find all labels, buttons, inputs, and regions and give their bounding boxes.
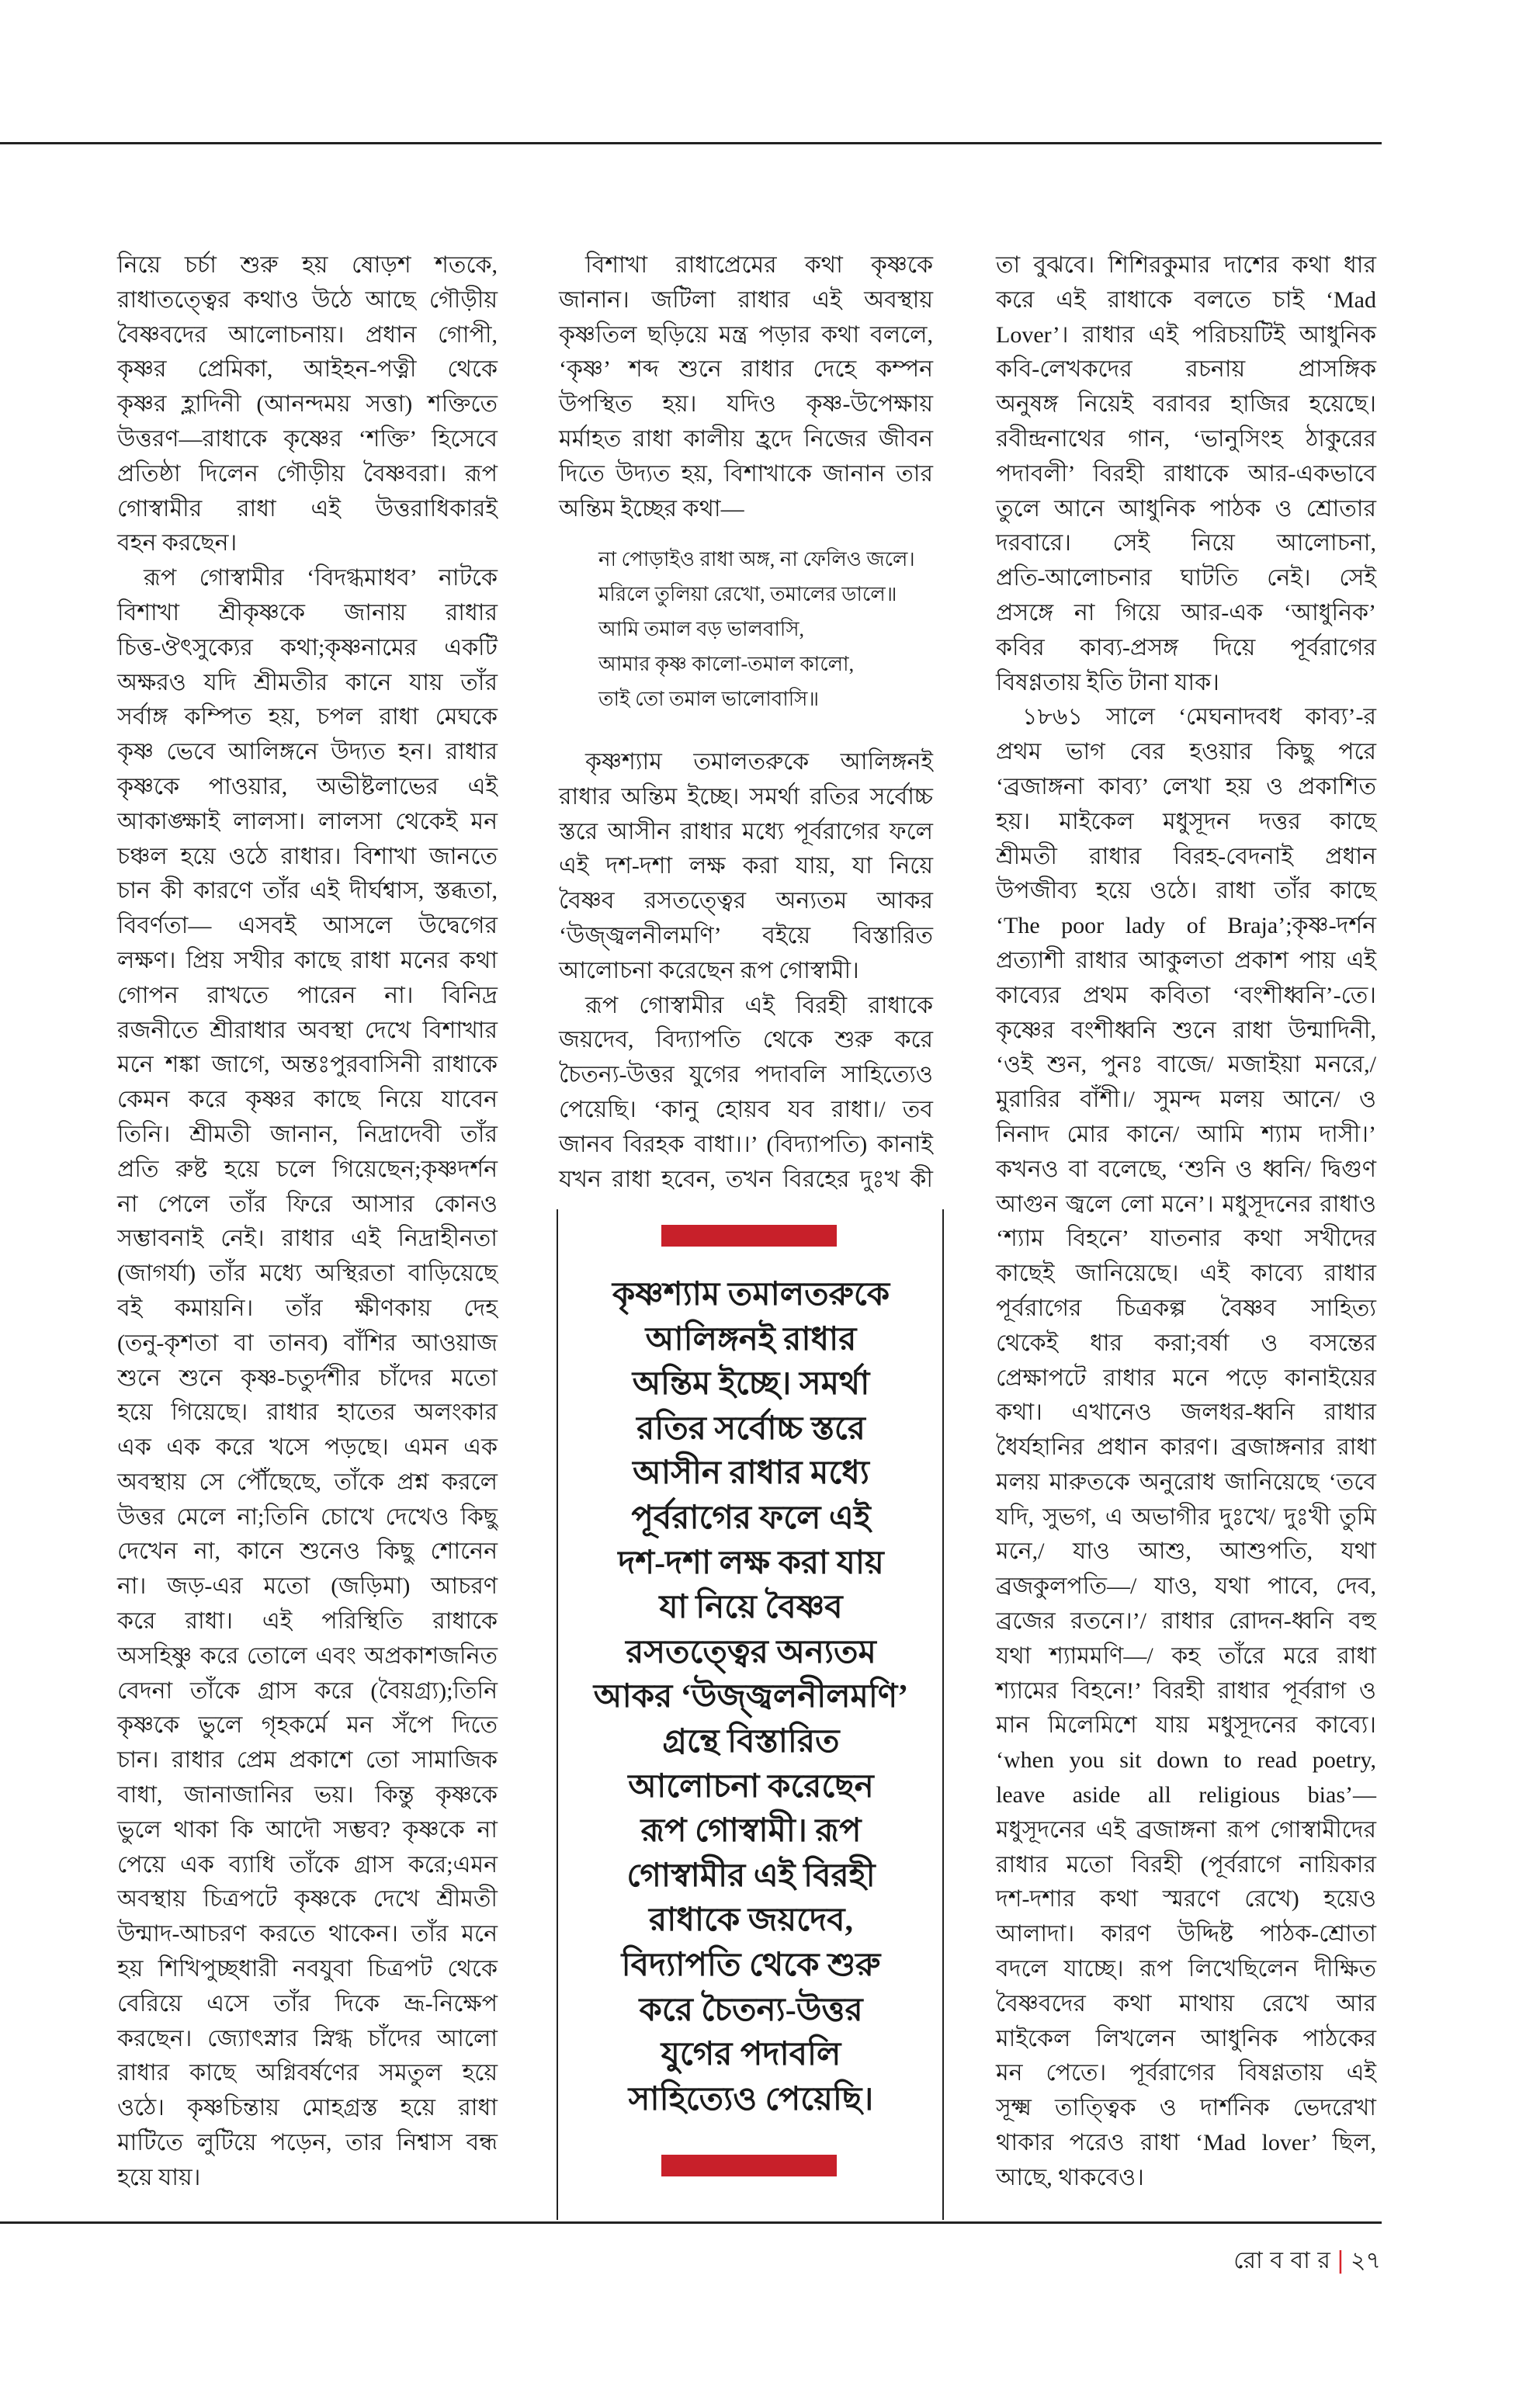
text-line: ওঠে। কৃষ্ণচিন্তায় মোহগ্রস্ত হয়ে রাধা: [117, 2095, 498, 2121]
pull-quote-line: যা নিয়ে বৈষ্ণব: [659, 1590, 843, 1626]
text-line: ‘The poor lady of Braja’;কৃষ্ণ-দর্শন: [996, 913, 1376, 939]
text-line: জানব বিরহক বাধা।।’ (বিদ্যাপতি) কানাই: [559, 1131, 933, 1157]
text-line: মনে শঙ্কা জাগে, অন্তঃপুরবাসিনী রাধাকে: [117, 1052, 498, 1078]
pull-quote-line: আলিঙ্গনই রাধার: [645, 1321, 857, 1358]
text-line: বেরিয়ে এসে তাঁর দিকে ভ্রূ-নিক্ষেপ: [117, 1990, 498, 2017]
text-line: রূপ গোস্বামীর এই বিরহী রাধাকে: [585, 992, 933, 1018]
text-line: মন পেতে। পূর্বরাগের বিষণ্ণতায় এই: [996, 2060, 1376, 2086]
text-line: প্রসঙ্গে না গিয়ে আর-এক ‘আধুনিক’: [996, 599, 1376, 626]
text-line: অবস্থায় চিত্রপটে কৃষ্ণকে দেখে শ্রীমতী: [117, 1886, 498, 1913]
text-line: থেকেই ধার করা;বর্ষা ও বসন্তের: [996, 1330, 1376, 1356]
text-line: কৃষ্ণতিল ছড়িয়ে মন্ত্র পড়ার কথা বললে,: [559, 321, 933, 348]
text-line: উপস্থিত হয়। যদিও কৃষ্ণ-উপেক্ষায়: [559, 391, 933, 418]
pull-quote-line: করে চৈতন্য-উত্তর: [639, 1992, 863, 2028]
text-line: হয় শিখিপুচ্ছধারী নবযুবা চিত্রপট থেকে: [117, 1956, 498, 1982]
verse-line: তাই তো তমাল ভালোবাসি॥: [598, 688, 820, 710]
text-line: ব্রজকুলপতি—/ যাও, যথা পাবে, দেব,: [996, 1573, 1376, 1600]
text-line: সর্বাঙ্গ কম্পিত হয়, চপল রাধা মেঘকে: [117, 704, 498, 730]
pull-quote-line: রাধাকে জয়দেব,: [649, 1902, 853, 1939]
pull-quote-line: বিদ্যাপতি থেকে শুরু: [621, 1947, 881, 1983]
text-line: তুলে আনে আধুনিক পাঠক ও শ্রোতার: [996, 495, 1376, 522]
text-line: কখনও বা বলেছে, ‘শুনি ও ধ্বনি/ দ্বিগুণ: [996, 1156, 1376, 1182]
text-line: তা বুঝবে। শিশিরকুমার দাশের কথা ধার: [996, 252, 1376, 278]
text-line: কৃষ্ণকে ভুলে গৃহকর্মে মন সঁপে দিতে: [117, 1712, 498, 1739]
text-line: হয়। মাইকেল মধুসূদন দত্তর কাছে: [996, 808, 1376, 834]
text-line: যথা শ্যামমণি—/ কহ তাঁরে মরে রাধা: [996, 1642, 1376, 1669]
text-line: রাধার মতো বিরহী (পূর্বরাগে নায়িকার: [996, 1851, 1376, 1878]
text-line: যখন রাধা হবেন, তখন বিরহের দুঃখ কী: [559, 1166, 933, 1192]
text-line: কেমন করে কৃষ্ণর কাছে নিয়ে যাবেন: [117, 1087, 498, 1113]
text-line: চিত্ত-ঔৎসুক্যের কথা;কৃষ্ণনামের একটি: [117, 634, 498, 661]
text-line: প্রথম ভাগ বের হওয়ার কিছু পরে: [996, 739, 1376, 765]
text-line: জানান। জটিলা রাধার এই অবস্থায়: [559, 286, 933, 313]
magazine-name: রো ব বা র: [1233, 2247, 1330, 2274]
text-line: রবীন্দ্রনাথের গান, ‘ভানুসিংহ ঠাকুরের: [996, 425, 1376, 452]
text-line: জয়দেব, বিদ্যাপতি থেকে শুরু করে: [559, 1027, 933, 1053]
text-line: করে রাধা। এই পরিস্থিতি রাধাকে: [117, 1608, 498, 1635]
text-line: অসহিষ্ণু করে তোলে এবং অপ্রকাশজনিত: [117, 1642, 498, 1669]
text-line: Lover’। রাধার এই পরিচয়টিই আধুনিক: [996, 321, 1376, 348]
text-line: কৃষ্ণর হ্লাদিনী (আনন্দময় সত্তা) শক্তিতে: [117, 391, 498, 418]
text-line: ব্রজের রতনে।’/ রাধার রোদন-ধ্বনি বহু: [996, 1608, 1376, 1635]
text-line: ‘উজ্জ্বলনীলমণি’ বইয়ে বিস্তারিত: [559, 922, 933, 949]
text-line: চৈতন্য-উত্তর যুগের পদাবলি সাহিত্যেও: [559, 1062, 933, 1088]
text-line: হয়ে গিয়েছে। রাধার হাতের অলংকার: [117, 1399, 498, 1426]
text-line: মাইকেল লিখলেন আধুনিক পাঠকের: [996, 2025, 1376, 2051]
column-2-intro: [559, 248, 933, 526]
text-line: শ্যামের বিহনে!’ বিরহী রাধার পূর্বরাগ ও: [996, 1677, 1376, 1704]
text-line: উত্তরণ—রাধাকে কৃষ্ণের ‘শক্তি’ হিসেবে: [117, 425, 498, 452]
text-line: চান। রাধার প্রেম প্রকাশে তো সামাজিক: [117, 1747, 498, 1774]
text-line: ‘কৃষ্ণ’ শব্দ শুনে রাধার দেহে কম্পন: [559, 356, 933, 383]
text-line: বৈষ্ণবদের আলোচনায়। প্রধান গোপী,: [117, 321, 498, 348]
footer-separator: |: [1336, 2247, 1344, 2274]
text-line: ভুলে থাকা কি আদৌ সম্ভব? কৃষ্ণকে না: [117, 1816, 498, 1843]
text-line: নিয়ে চর্চা শুরু হয় ষোড়শ শতকে,: [117, 252, 498, 278]
text-line: না। জড়-এর মতো (জড়িমা) আচরণ: [117, 1573, 498, 1600]
text-line: শ্রীমতী রাধার বিরহ-বেদনাই প্রধান: [996, 843, 1376, 869]
text-line: leave aside all religious bias’—: [996, 1782, 1376, 1809]
pull-quote-line: কৃষ্ণশ্যাম তমালতরুকে: [612, 1277, 890, 1313]
text-line: বহন করছেন।: [117, 530, 238, 557]
column-2-body: [559, 745, 933, 1197]
text-line: পদাবলী’ বিরহী রাধাকে আর-একভাবে: [996, 460, 1376, 487]
page-number: ২৭: [1350, 2247, 1381, 2274]
text-line: ‘ব্রজাঙ্গনা কাব্য’ লেখা হয় ও প্রকাশিত: [996, 773, 1376, 799]
pull-quote-line: আকর ‘উজ্জ্বলনীলমণি’: [593, 1679, 909, 1715]
text-line: আলোচনা করেছেন রূপ গোস্বামী।: [559, 957, 859, 983]
text-line: কৃষ্ণর প্রেমিকা, আইহন-পত্নী থেকে: [117, 356, 498, 383]
pull-quote-line: দশ-দশা লক্ষ করা যায়: [618, 1545, 884, 1581]
text-line: উপজীব্য হয়ে ওঠে। রাধা তাঁর কাছে: [996, 878, 1376, 904]
text-line: এক এক করে খসে পড়ছে। এমন এক: [117, 1434, 498, 1461]
column-1: [117, 248, 498, 2196]
text-line: কৃষ্ণকে পাওয়ার, অভীষ্টলাভের এই: [117, 773, 498, 799]
text-line: আছে, থাকবেও।: [996, 2164, 1144, 2190]
column-3: [996, 248, 1376, 2196]
text-line: বেদনা তাঁকে গ্রাস করে (বৈয়গ্র্য);তিনি: [117, 1677, 498, 1704]
pull-quote: [559, 1273, 943, 2122]
text-line: দরবারে। সেই নিয়ে আলোচনা,: [996, 530, 1376, 557]
pull-quote-left-divider: [557, 1209, 558, 2220]
text-line: হয়ে যায়।: [117, 2164, 201, 2190]
text-line: কৃষ্ণের বংশীধ্বনি শুনে রাধা উন্মাদিনী,: [996, 1017, 1376, 1043]
text-line: পেয়েছি। ‘কানু হোয়ব যব রাধা।/ তব: [559, 1096, 933, 1122]
pull-quote-line: অন্তিম ইচ্ছে। সমর্থা: [632, 1366, 870, 1403]
text-line: দেখেন না, কানে শুনেও কিছু শোনেন: [117, 1538, 498, 1565]
text-line: কথা। এখানেও জলধর-ধ্বনি রাধার: [996, 1399, 1376, 1426]
verse-line: আমার কৃষ্ণ কালো-তমাল কালো,: [598, 653, 855, 675]
pull-quote-line: রতির সর্বোচ্চ স্তরে: [636, 1410, 865, 1447]
text-line: কবি-লেখকদের রচনায় প্রাসঙ্গিক: [996, 356, 1376, 383]
text-line: (তনু-কৃশতা বা তানব) বাঁশির আওয়াজ: [117, 1330, 498, 1356]
text-line: রজনীতে শ্রীরাধার অবস্থা দেখে বিশাখার: [117, 1017, 498, 1043]
pull-quote-line: পূর্বরাগের ফলে এই: [631, 1500, 871, 1536]
text-line: বই কমায়নি। তাঁর ক্ষীণকায় দেহ: [117, 1295, 498, 1321]
pull-quote-line: রসতত্ত্বের অন্যতম: [626, 1634, 876, 1670]
text-line: লক্ষণ। প্রিয় সখীর কাছে রাধা মনের কথা: [117, 947, 498, 973]
text-line: গোপন রাখতে পারেন না। বিনিদ্র: [117, 982, 498, 1008]
text-line: বৈষ্ণব রসতত্ত্বের অন্যতম আকর: [559, 888, 933, 914]
text-line: আকাঙ্ক্ষাই লালসা। লালসা থেকেই মন: [117, 808, 498, 834]
text-line: বদলে যাচ্ছে। রূপ লিখেছিলেন দীক্ষিত: [996, 1956, 1376, 1982]
text-line: মলয় মারুতকে অনুরোধ জানিয়েছে ‘তবে: [996, 1469, 1376, 1495]
text-line: দশ-দশার কথা স্মরণে রেখে) হয়েও: [996, 1886, 1376, 1913]
text-line: করছেন। জ্যোৎস্নার স্নিগ্ধ চাঁদের আলো: [117, 2025, 498, 2051]
pull-quote-line: গোস্বামীর এই বিরহী: [626, 1857, 876, 1894]
text-line: ১৮৬১ সালে ‘মেঘনাদবধ কাব্য’-র: [1022, 704, 1376, 730]
text-line: নিনাদ মোর কানে/ আমি শ্যাম দাসী।’: [996, 1121, 1376, 1147]
text-line: মর্মাহত রাধা কালীয় হ্রদে নিজের জীবন: [559, 425, 933, 452]
pull-quote-line: যুগের পদাবলি: [661, 2037, 841, 2073]
text-line: যদি, সুভগ, এ অভাগীর দুঃখে/ দুঃখী তুমি: [996, 1503, 1376, 1530]
text-line: গোস্বামীর রাধা এই উত্তরাধিকারই: [117, 495, 498, 522]
pull-quote-line: রূপ গোস্বামী। রূপ: [640, 1813, 862, 1850]
text-line: আগুন জ্বলে লো মনে’। মধুসূদনের রাধাও: [996, 1191, 1376, 1217]
text-line: কাছেই জানিয়েছে। এই কাব্যে রাধার: [996, 1261, 1376, 1287]
text-line: মান মিলেমিশে যায় মধুসূদনের কাব্যে।: [996, 1712, 1376, 1739]
text-line: দিতে উদ্যত হয়, বিশাখাকে জানান তার: [559, 460, 933, 487]
text-line: কৃষ্ণশ্যাম তমালতরুকে আলিঙ্গনই: [585, 749, 933, 775]
text-line: তিনি। শ্রীমতী জানান, নিদ্রাদেবী তাঁর: [117, 1121, 498, 1147]
text-line: সূক্ষ্ম তাত্ত্বিক ও দার্শনিক ভেদরেখা: [996, 2095, 1376, 2121]
text-line: রাধার কাছে অগ্নিবর্ষণের সমতুল হয়ে: [117, 2060, 498, 2086]
text-line: ধৈর্যহানির প্রধান কারণ। ব্রজাঙ্গনার রাধা: [996, 1434, 1376, 1461]
verse-quotation: [598, 542, 915, 716]
text-line: অন্তিম ইচ্ছের কথা—: [559, 495, 744, 522]
text-line: ‘when you sit down to read poetry,: [996, 1747, 1376, 1774]
text-line: বাধা, জানাজানির ভয়। কিন্তু কৃষ্ণকে: [117, 1782, 498, 1809]
text-line: অবস্থায় সে পৌঁছেছে, তাঁকে প্রশ্ন করলে: [117, 1469, 498, 1495]
text-line: মধুসূদনের এই ব্রজাঙ্গনা রূপ গোস্বামীদের: [996, 1816, 1376, 1843]
pull-quote-line: গ্রন্থে বিস্তারিত: [662, 1723, 840, 1760]
text-line: শুনে শুনে কৃষ্ণ-চতুর্দশীর চাঁদের মতো: [117, 1365, 498, 1391]
text-line: প্রেক্ষাপটে রাধার মনে পড়ে কানাইয়ের: [996, 1365, 1376, 1391]
text-line: থাকার পরেও রাধা ‘Mad lover’ ছিল,: [996, 2130, 1376, 2156]
text-line: ‘শ্যাম বিহনে’ যাতনার কথা সখীদের: [996, 1226, 1376, 1252]
verse-line: মরিলে তুলিয়া রেখো, তমালের ডালে॥: [598, 583, 897, 605]
text-line: করে এই রাধাকে বলতে চাই ‘Mad: [996, 286, 1376, 313]
verse-line: না পোড়াইও রাধা অঙ্গ, না ফেলিও জলে।: [598, 548, 915, 571]
text-line: না পেলে তাঁর ফিরে আসার কোনও: [117, 1191, 498, 1217]
top-rule: [0, 142, 1382, 144]
text-line: বৈষ্ণবদের কথা মাথায় রেখে আর: [996, 1990, 1376, 2017]
text-line: অনুষঙ্গ নিয়েই বরাবর হাজির হয়েছে।: [996, 391, 1376, 418]
text-line: পূর্বরাগের চিত্রকল্প বৈষ্ণব সাহিত্য: [996, 1295, 1376, 1321]
text-line: প্রতি রুষ্ট হয়ে চলে গিয়েছেন;কৃষ্ণদর্শন: [117, 1156, 498, 1182]
text-line: অক্ষরও যদি শ্রীমতীর কানে যায় তাঁর: [117, 669, 498, 695]
text-line: বিষণ্ণতায় ইতি টানা যাক।: [996, 669, 1219, 695]
pull-quote-line: আলোচনা করেছেন: [628, 1768, 874, 1805]
text-line: উত্তর মেলে না;তিনি চোখে দেখেও কিছু: [117, 1503, 498, 1530]
text-line: স্তরে আসীন রাধার মধ্যে পূর্বরাগের ফলে: [559, 818, 933, 844]
text-line: কবির কাব্য-প্রসঙ্গ দিয়ে পূর্বরাগের: [996, 634, 1376, 661]
page-footer: [1233, 2242, 1381, 2281]
text-line: মুরারির বাঁশী।/ সুমন্দ মলয় আনে/ ও: [996, 1087, 1376, 1113]
verse-line: আমি তমাল বড় ভালবাসি,: [598, 618, 805, 640]
text-line: এই দশ-দশা লক্ষ করা যায়, যা নিয়ে: [559, 853, 933, 879]
text-line: উন্মাদ-আচরণ করতে থাকেন। তাঁর মনে: [117, 1921, 498, 1947]
text-line: সম্ভাবনাই নেই। রাধার এই নিদ্রাহীনতা: [117, 1226, 498, 1252]
text-line: রাধাতত্ত্বের কথাও উঠে আছে গৌড়ীয়: [117, 286, 498, 313]
text-line: কাব্যের প্রথম কবিতা ‘বংশীধ্বনি’-তে।: [996, 982, 1376, 1008]
text-line: বিশাখা শ্রীকৃষ্ণকে জানায় রাধার: [117, 599, 498, 626]
text-line: পেয়ে এক ব্যাধি তাঁকে গ্রাস করে;এমন: [117, 1851, 498, 1878]
text-line: চঞ্চল হয়ে ওঠে রাধার। বিশাখা জানতে: [117, 843, 498, 869]
pull-quote-bottom-bar: [661, 2155, 837, 2176]
text-line: চান কী কারণে তাঁর এই দীর্ঘশ্বাস, স্তব্ধতা,: [117, 878, 498, 904]
text-line: রাধার অন্তিম ইচ্ছে। সমর্থা রতির সর্বোচ্চ: [559, 783, 933, 810]
text-line: ‘ওই শুন, পুনঃ বাজে/ মজাইয়া মনরে,/: [996, 1052, 1376, 1078]
text-line: মনে,/ যাও আশু, আশুপতি, যথা: [996, 1538, 1376, 1565]
pull-quote-line: আসীন রাধার মধ্যে: [633, 1455, 869, 1492]
text-line: আলাদা। কারণ উদ্দিষ্ট পাঠক-শ্রোতা: [996, 1921, 1376, 1947]
text-line: প্রতিষ্ঠা দিলেন গৌড়ীয় বৈষ্ণবরা। রূপ: [117, 460, 498, 487]
bottom-rule: [0, 2221, 1382, 2224]
text-line: প্রত্যাশী রাধার আকুলতা প্রকাশ পায় এই: [996, 947, 1376, 973]
text-line: রূপ গোস্বামীর ‘বিদগ্ধমাধব’ নাটকে: [144, 565, 498, 591]
text-line: বিবর্ণতা— এসবই আসলে উদ্বেগের: [117, 913, 498, 939]
text-line: মাটিতে লুটিয়ে পড়েন, তার নিশ্বাস বন্ধ: [117, 2130, 498, 2156]
pull-quote-line: সাহিত্যেও পেয়েছি।: [628, 2081, 874, 2117]
text-line: (জাগর্যা) তাঁর মধ্যে অস্থিরতা বাড়িয়েছে: [117, 1261, 498, 1287]
text-line: কৃষ্ণ ভেবে আলিঙ্গনে উদ্যত হন। রাধার: [117, 739, 498, 765]
text-line: বিশাখা রাধাপ্রেমের কথা কৃষ্ণকে: [585, 252, 933, 278]
text-line: প্রতি-আলোচনার ঘাটতি নেই। সেই: [996, 565, 1376, 591]
pull-quote-top-bar: [661, 1225, 837, 1247]
